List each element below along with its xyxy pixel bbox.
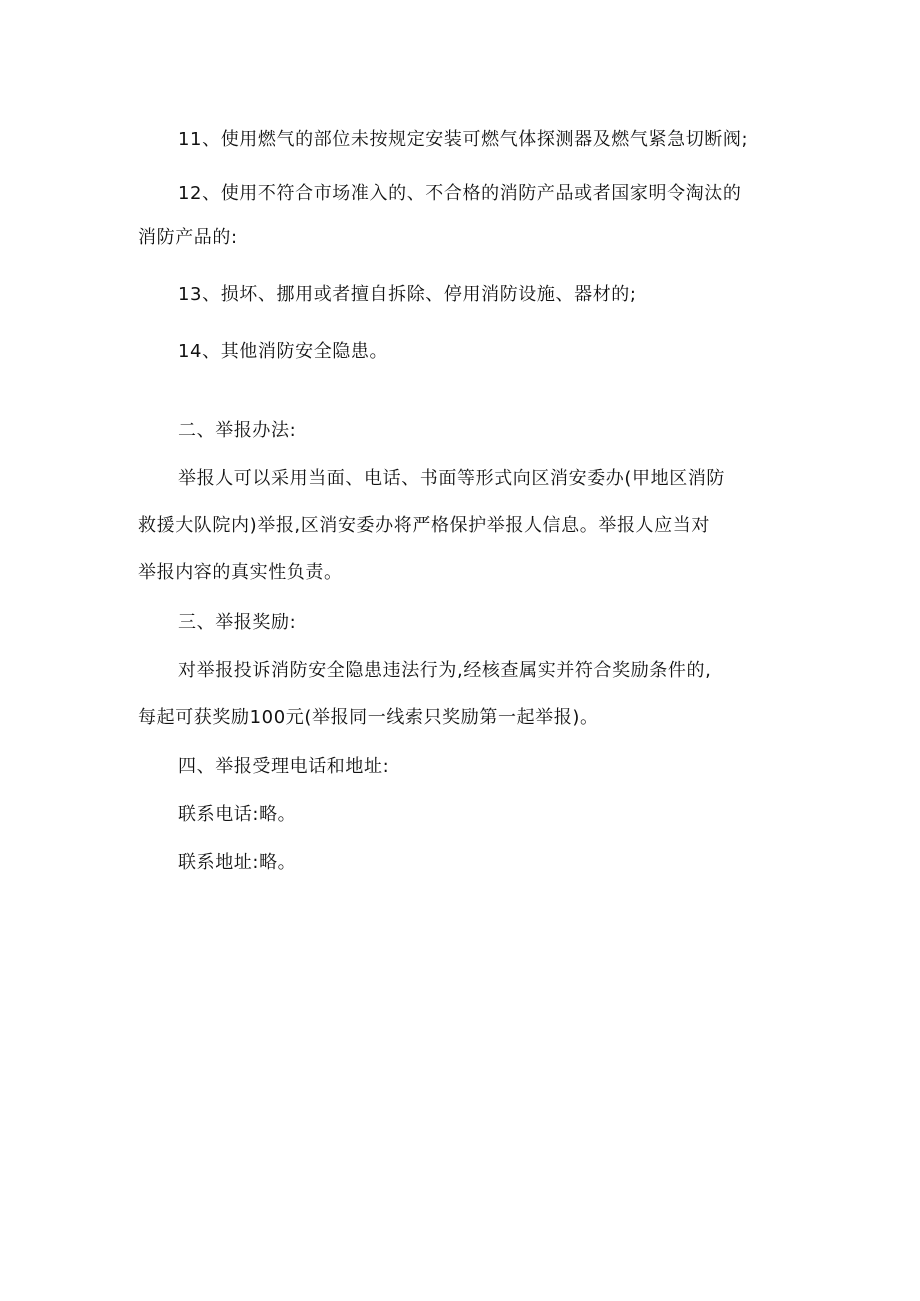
section-4-heading: 四、举报受理电话和地址:: [178, 756, 390, 777]
section-3-line-2: 每起可获奖励100元(举报同一线索只奖励第一起举报)。: [138, 707, 599, 728]
item-11: 11、使用燃气的部位未按规定安装可燃气体探测器及燃气紧急切断阀;: [178, 129, 749, 150]
section-2-line-1: 举报人可以采用当面、电话、书面等形式向区消安委办(甲地区消防: [178, 468, 726, 489]
contact-phone: 联系电话:略。: [178, 804, 297, 825]
contact-address: 联系地址:略。: [178, 852, 297, 873]
item-14: 14、其他消防安全隐患。: [178, 341, 389, 362]
section-3-heading: 三、举报奖励:: [178, 612, 297, 633]
section-2-line-2: 救援大队院内)举报,区消安委办将严格保护举报人信息。举报人应当对: [138, 515, 710, 536]
section-2-line-3: 举报内容的真实性负责。: [138, 562, 343, 583]
item-12-continued: 消防产品的:: [138, 227, 238, 248]
item-13: 13、损坏、挪用或者擅自拆除、停用消防设施、器材的;: [178, 284, 637, 305]
item-12: 12、使用不符合市场准入的、不合格的消防产品或者国家明令淘汰的: [178, 183, 742, 204]
section-2-heading: 二、举报办法:: [178, 420, 297, 441]
section-3-line-1: 对举报投诉消防安全隐患违法行为,经核查属实并符合奖励条件的,: [178, 660, 712, 681]
